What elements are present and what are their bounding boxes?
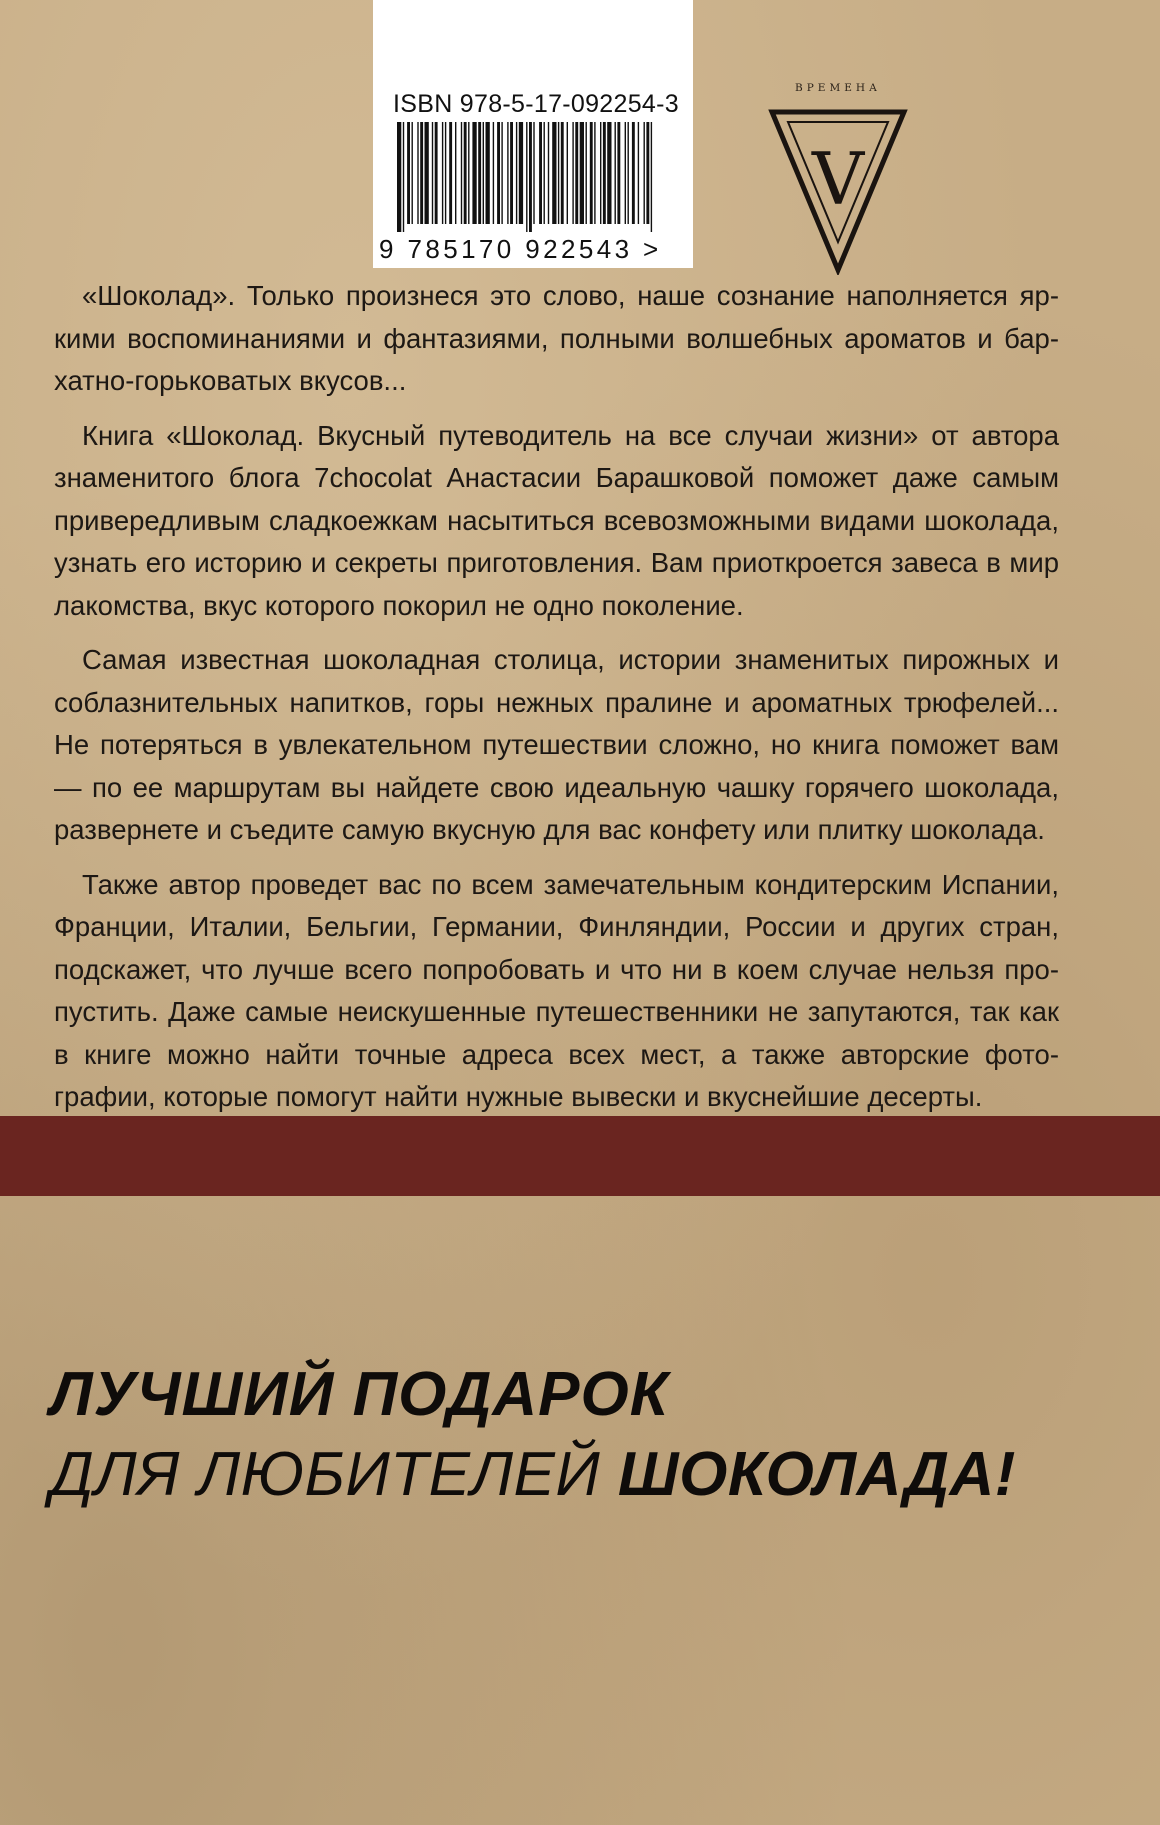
publisher-series-word: ВРЕМЕНА — [795, 82, 881, 94]
slogan-line-1: ЛУЧШИЙ ПОДАРОК — [50, 1360, 669, 1429]
barcode-digits: 9 785170 922543 > — [379, 234, 662, 264]
slogan — [50, 1355, 1130, 1515]
book-description — [54, 275, 1059, 1131]
slogan-line-2 — [50, 1435, 1130, 1515]
triangle-v-icon — [768, 100, 908, 275]
description-paragraph-1: «Шоколад». Только произнеся это слово, наше сознание наполняется яркими воспоминаниями и фантазиями, полными волшебных ароматов и бархатно-горьковатых вкусов... — [54, 280, 1059, 396]
slogan-line-2-prefix: ДЛЯ ЛЮБИТЕЛЕЙ — [50, 1440, 618, 1509]
accent-band — [0, 1116, 1160, 1196]
isbn-barcode-box — [373, 0, 693, 268]
description-paragraph-2: Книга «Шоколад. Вкусный путеводитель на все случаи жизни» от автора знаменитого блога 7chocolat Анастасии Барашковой поможет даже самым привередливым сладкоежкам насытиться всевозможными видами шоколада, узнать его историю и секреты приготовления. Вам приоткроется завеса в мир лакомства, вкус которого покорил не одно поколение. — [54, 419, 1059, 621]
publisher-logo — [768, 82, 908, 272]
description-paragraph-3: Самая известная шоколадная столица, истории знаменитых пирожных и соблазнительных напитков, горы нежных пралине и ароматных трюфелей... Не потеряться в увлекательном путешествии сложно, но книга поможет вам — по ее маршрутам вы найдете свою идеальную чашку горячего шоколада, развернете и съедите самую вкусную для вас конфету или плитку шоколада. — [54, 644, 1059, 845]
isbn-label: ISBN 978-5-17-092254-3 — [393, 90, 679, 118]
publisher-mark-letter: V — [812, 137, 864, 221]
description-paragraph-4: Также автор проведет вас по всем замечательным кондитерским Испании, Франции, Италии, Бельгии, Германии, Финляндии, России и других стран, подскажет, что лучше всего попробовать и что ни в коем случае нельзя пропустить. Даже самые неискушенные путешественники не запутаются, так как в книге можно найти точные адреса всех мест, а также авторские фотографии, которые помогут найти нужные вывески и вкуснейшие десерты. — [54, 868, 1059, 1112]
slogan-line-2-bold: ШОКОЛАДА! — [617, 1440, 1016, 1509]
barcode-icon — [393, 122, 663, 232]
